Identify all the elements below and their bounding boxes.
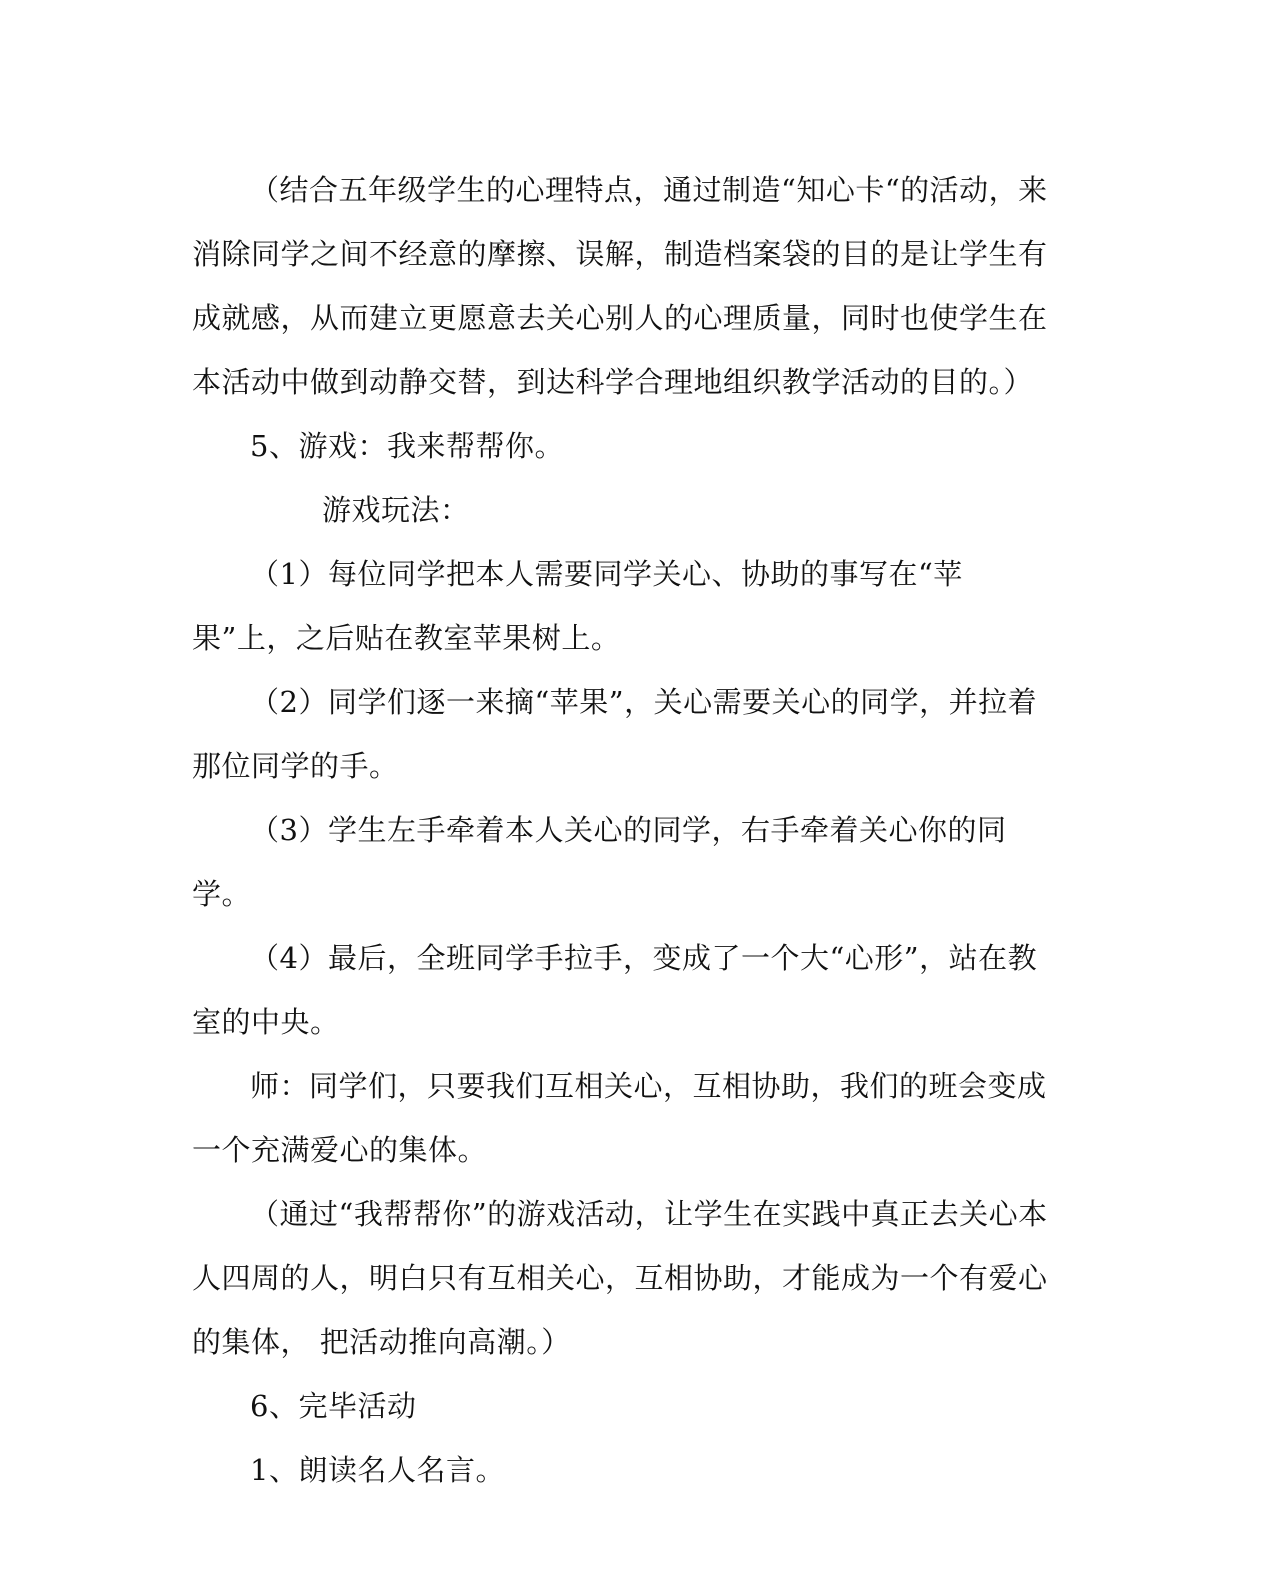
paragraph-teacher-remark: 师：同学们，只要我们互相关心，互相协助，我们的班会变成一个充满爱心的集体。 (192, 1069, 1047, 1167)
paragraph-rule-4: （4）最后，全班同学手拉手，变成了一个大“心形”，站在教室的中央。 (192, 941, 1038, 1039)
paragraph-rule-2: （2）同学们逐一来摘“苹果”，关心需要关心的同学，并拉着那位同学的手。 (192, 685, 1038, 783)
paragraph-rule-3: （3）学生左手牵着本人关心的同学，右手牵着关心你的同学。 (192, 813, 1007, 911)
paragraph-read-quotes: 1、朗读名人名言。 (250, 1453, 505, 1487)
paragraph-design-note-2: （通过“我帮帮你”的游戏活动，让学生在实践中真正去关心本人四周的人，明白只有互相关心，互相协助，才能成为一个有爱心的集体， 把活动推向高潮。） (192, 1197, 1048, 1359)
paragraph-design-note-1: （结合五年级学生的心理特点，通过制造“知心卡“的活动，来消除同学之间不经意的摩擦、误解，制造档案袋的目的是让学生有成就感，从而建立更愿意去关心别人的心理质量，同时也使学生在本活动中做到动静交替，到达科学合理地组织教学活动的目的。） (192, 173, 1048, 399)
paragraph-game-rules-heading: 游戏玩法： (322, 493, 470, 527)
paragraph-rule-1: （1）每位同学把本人需要同学关心、协助的事写在“苹果”上，之后贴在教室苹果树上。 (192, 557, 963, 655)
paragraph-step-5-heading: 5、游戏：我来帮帮你。 (250, 429, 564, 463)
document-body (192, 158, 1064, 1502)
paragraph-step-6-heading: 6、完毕活动 (250, 1389, 417, 1423)
